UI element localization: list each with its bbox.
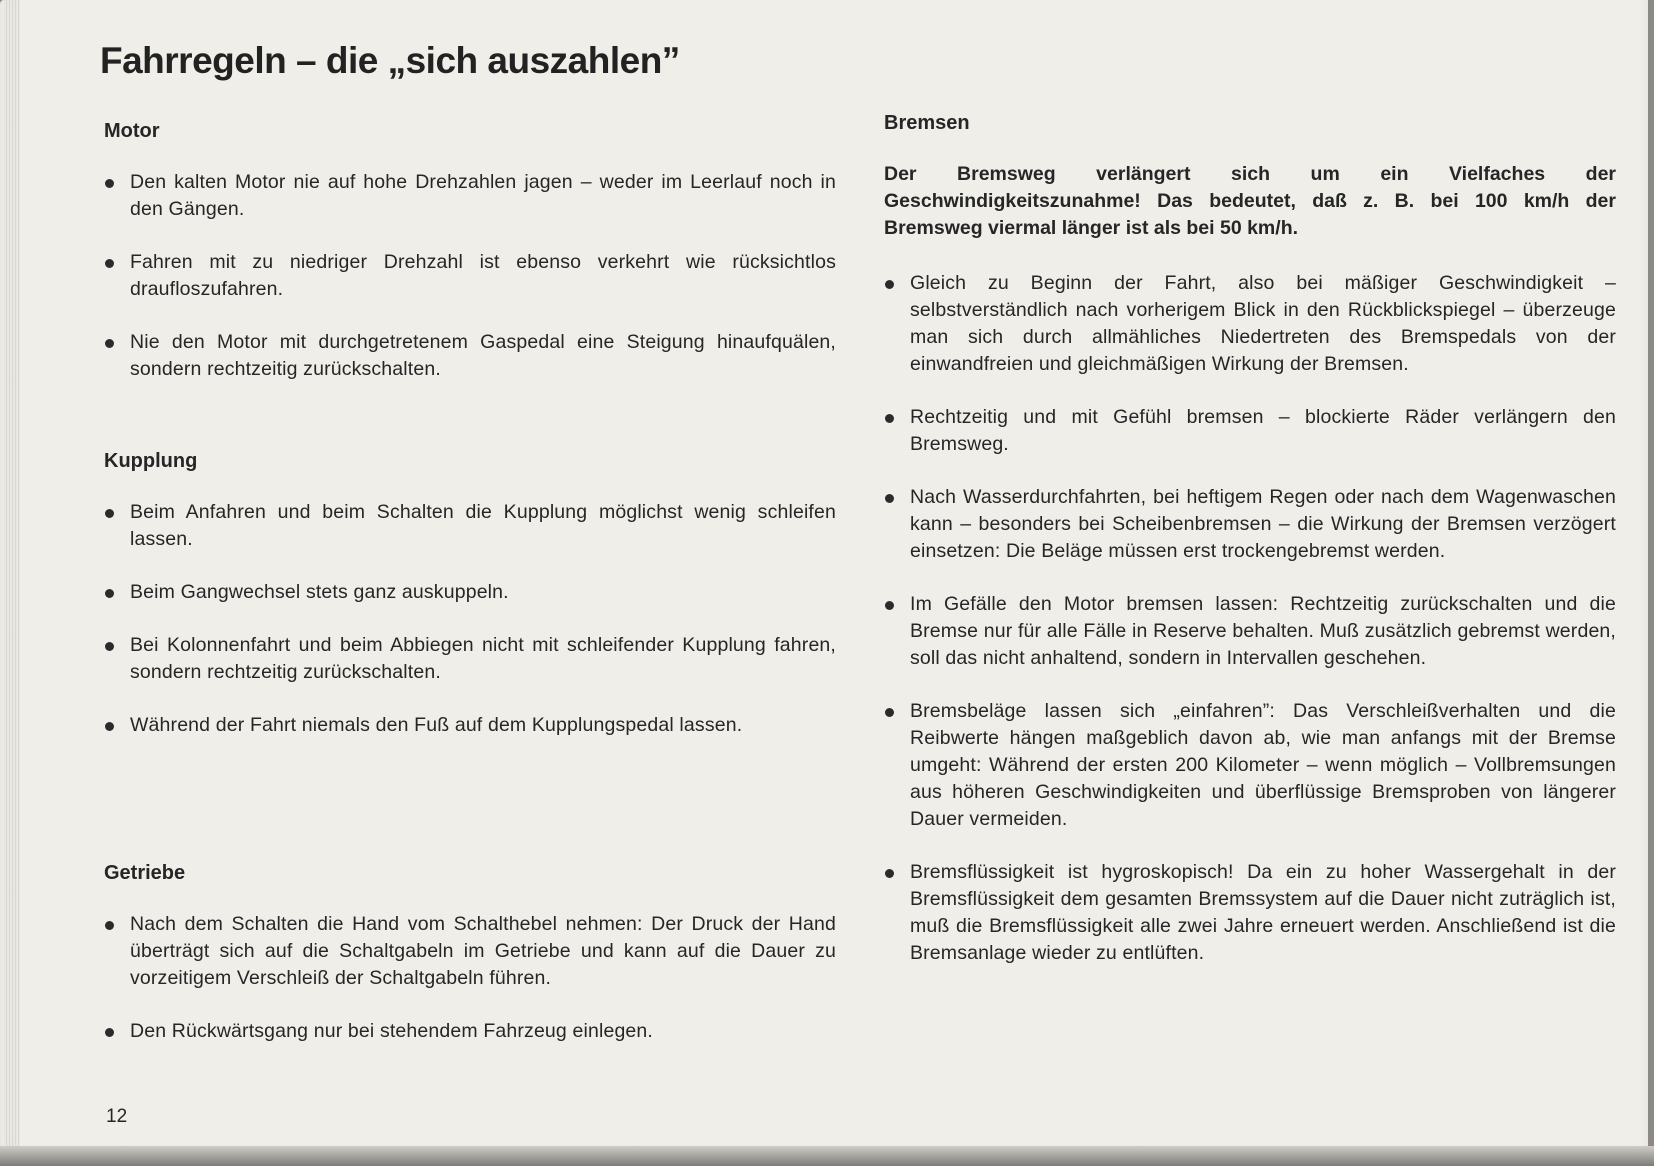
right-column [884,112,1616,993]
bullet-icon [885,414,894,423]
bullet-icon [105,642,114,651]
section-heading-getriebe: Getriebe [104,862,186,884]
bullet-icon [105,339,114,348]
bullet-icon [105,589,114,598]
section-heading-kupplung: Kupplung [104,450,198,472]
section-getriebe [104,862,836,1045]
bullet-icon [105,179,114,188]
section-kupplung [104,450,836,862]
bullet-icon [105,509,114,518]
bullet-icon [885,280,894,289]
bullet-icon [885,494,894,503]
getriebe-list [104,911,836,1045]
list-item: Bei Kolonnenfahrt und beim Abbiegen nicht mit schleifender Kupplung fahren, sondern rechtzeitig zurückschalten. [104,632,836,686]
list-item: Während der Fahrt niemals den Fuß auf dem Kupplungspedal lassen. [104,712,836,739]
bullet-icon [885,601,894,610]
page-number: 12 [106,1106,128,1127]
page-title: Fahrregeln – die „sich auszahlen” [100,40,680,81]
list-item: Beim Anfahren und beim Schalten die Kupplung möglichst wenig schleifen lassen. [104,499,836,553]
section-heading-motor: Motor [104,120,160,142]
bullet-icon [105,921,114,930]
bullet-icon [105,722,114,731]
page-bottom-edge [0,1146,1654,1166]
page-edge [4,0,20,1158]
list-item: Beim Gangwechsel stets ganz auskuppeln. [104,579,836,606]
list-item: Im Gefälle den Motor bremsen lassen: Rechtzeitig zurückschalten und die Bremse nur für alle Fälle in Reserve behalten. Muß zusätzlich gebremst werden, soll das nicht anhaltend, sondern in Intervallen geschehen. [884,591,1616,672]
list-item: Nach dem Schalten die Hand vom Schalthebel nehmen: Der Druck der Hand überträgt sich auf die Schaltgabeln im Getriebe und kann auf die Dauer zu vorzeitigem Verschleiß der Schaltgabeln führen. [104,911,836,992]
bremsen-intro: Der Bremsweg verlängert sich um ein Vielfaches der Geschwindigkeitszunahme! Das bedeutet, daß z. B. bei 100 km/h der Bremsweg viermal länger ist als bei 50 km/h. [884,163,1616,239]
list-item: Nach Wasserdurchfahrten, bei heftigem Regen oder nach dem Wagenwaschen kann – besonders bei Scheibenbremsen – die Wirkung der Bremsen verzögert einsetzen: Die Beläge müssen erst trockengebremst werden. [884,484,1616,565]
motor-list [104,169,836,383]
list-item: Den Rückwärtsgang nur bei stehendem Fahrzeug einlegen. [104,1018,836,1045]
list-item: Bremsflüssigkeit ist hygroskopisch! Da ein zu hoher Wassergehalt in der Bremsflüssigkeit dem gesamten Bremssystem auf die Dauer nicht zuträglich ist, muß die Bremsflüssigkeit alle zwei Jahre erneuert werden. Anschließend ist die Bremsanlage wieder zu entlüften. [884,859,1616,967]
left-column [104,120,836,1071]
bullet-icon [105,259,114,268]
list-item: Rechtzeitig und mit Gefühl bremsen – blockierte Räder verlängern den Bremsweg. [884,404,1616,458]
bullet-icon [885,708,894,717]
bremsen-list [884,270,1616,967]
section-motor [104,120,836,450]
list-item: Nie den Motor mit durchgetretenem Gaspedal eine Steigung hinaufquälen, sondern rechtzeitig zurückschalten. [104,329,836,383]
kupplung-list [104,499,836,739]
bullet-icon [885,869,894,878]
list-item: Fahren mit zu niedriger Drehzahl ist ebenso verkehrt wie rücksichtlos draufloszufahren. [104,249,836,303]
bullet-icon [105,1028,114,1037]
list-item: Bremsbeläge lassen sich „einfahren”: Das Verschleißverhalten und die Reibwerte hängen maßgeblich davon ab, wie man anfangs mit der Bremse umgeht: Während der ersten 200 Kilometer – wenn möglich – Vollbremsungen aus höheren Geschwindigkeiten und überflüssige Bremsproben von längerer Dauer vermeiden. [884,698,1616,833]
section-heading-bremsen: Bremsen [884,112,970,134]
list-item: Den kalten Motor nie auf hohe Drehzahlen jagen – weder im Leerlauf noch in den Gängen. [104,169,836,223]
list-item: Gleich zu Beginn der Fahrt, also bei mäßiger Geschwindigkeit – selbstverständlich nach vorherigem Blick in den Rückblickspiegel – überzeuge man sich durch allmähliches Niedertreten des Bremspedals von der einwandfreien und gleichmäßigen Wirkung der Bremsen. [884,270,1616,378]
